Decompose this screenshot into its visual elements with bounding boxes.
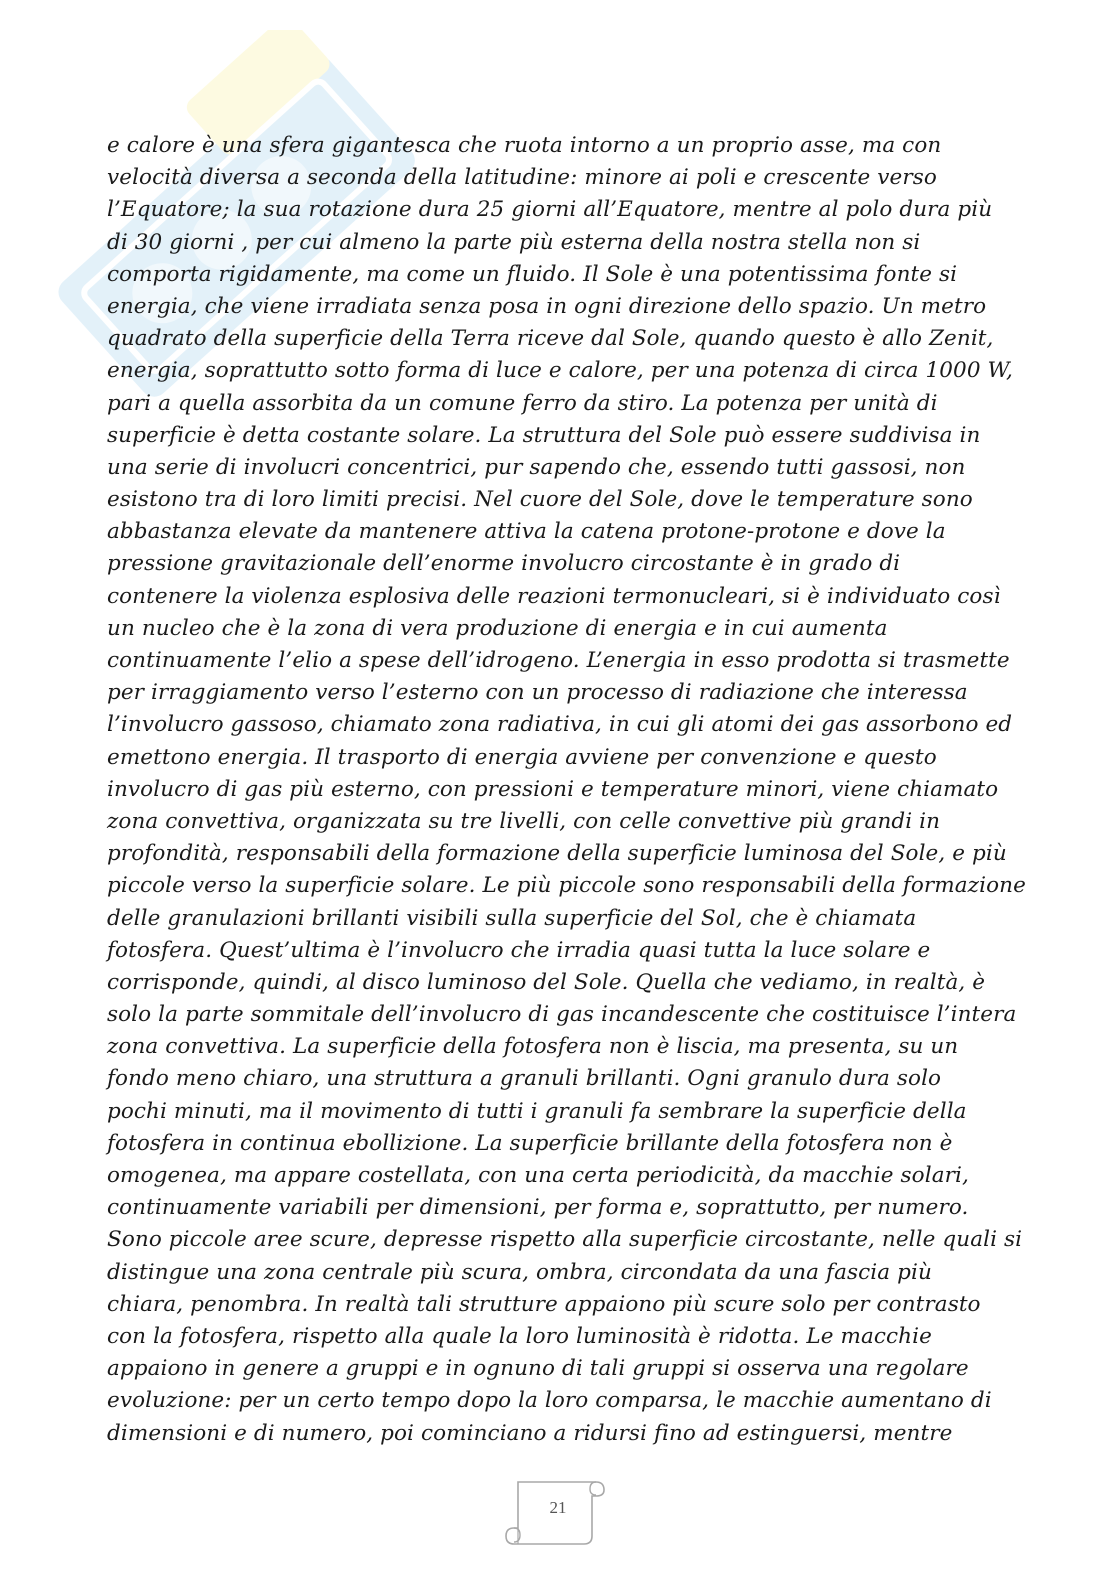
text-line: continuamente variabili per dimensioni, per forma e, soprattutto, per numero.	[107, 1195, 969, 1221]
text-line: corrisponde, quindi, al disco luminoso del Sole. Quella che vediamo, in realtà, è	[107, 969, 986, 995]
text-line: pari a quella assorbita da un comune ferro da stiro. La potenza per unità di	[107, 390, 938, 416]
text-line: zona convettiva. La superficie della fotosfera non è liscia, ma presenta, su un	[107, 1034, 959, 1060]
text-line: pressione gravitazionale dell’enorme involucro circostante è in grado di	[107, 551, 901, 577]
text-line: appaiono in genere a gruppi e in ognuno di tali gruppi si osserva una regolare	[107, 1356, 969, 1382]
text-line: fotosfera. Quest’ultima è l’involucro che irradia quasi tutta la luce solare e	[107, 937, 931, 963]
text-line: dimensioni e di numero, poi cominciano a ridursi fino ad estinguersi, mentre	[107, 1420, 953, 1446]
body-paragraph	[107, 130, 1026, 1450]
text-line: l’involucro gassoso, chiamato zona radiativa, in cui gli atomi dei gas assorbono ed	[107, 712, 1013, 738]
text-line: velocità diversa a seconda della latitudine: minore ai poli e crescente verso	[107, 165, 937, 191]
text-line: e calore è una sfera gigantesca che ruota intorno a un proprio asse, ma con	[107, 133, 942, 158]
text-line: chiara, penombra. In realtà tali strutture appaiono più scure solo per contrasto	[107, 1291, 981, 1317]
text-line: solo la parte sommitale dell’involucro di gas incandescente che costituisce l’intera	[107, 1002, 1017, 1028]
text-line: distingue una zona centrale più scura, ombra, circondata da una fascia più	[107, 1259, 932, 1285]
text-line: profondità, responsabili della formazione della superficie luminosa del Sole, e più	[107, 841, 1007, 867]
text-line: per irraggiamento verso l’esterno con un processo di radiazione che interessa	[107, 680, 968, 706]
text-line: un nucleo che è la zona di vera produzione di energia e in cui aumenta	[107, 615, 888, 641]
text-line: omogenea, ma appare costellata, con una certa periodicità, da macchie solari,	[107, 1163, 969, 1188]
text-line: zona convettiva, organizzata su tre livelli, con celle convettive più grandi in	[107, 808, 941, 834]
text-line: piccole verso la superficie solare. Le più piccole sono responsabili della formazione	[107, 873, 1026, 899]
text-line: energia, soprattutto sotto forma di luce e calore, per una potenza di circa 1000 W,	[107, 358, 1013, 384]
text-line: pochi minuti, ma il movimento di tutti i granuli fa sembrare la superficie della	[107, 1098, 967, 1124]
text-line: quadrato della superficie della Terra riceve dal Sole, quando questo è allo Zenit,	[107, 326, 994, 352]
text-line: energia, che viene irradiata senza posa in ogni direzione dello spazio. Un metro	[107, 293, 987, 319]
page-number-scroll	[500, 1470, 608, 1550]
text-line: evoluzione: per un certo tempo dopo la loro comparsa, le macchie aumentano di	[107, 1388, 992, 1414]
text-line: con la fotosfera, rispetto alla quale la loro luminosità è ridotta. Le macchie	[107, 1323, 932, 1349]
text-line: superficie è detta costante solare. La struttura del Sole può essere suddivisa in	[107, 422, 981, 448]
text-line: continuamente l’elio a spese dell’idrogeno. L’energia in esso prodotta si trasmette	[107, 648, 1010, 673]
text-line: fotosfera in continua ebollizione. La superficie brillante della fotosfera non è	[107, 1130, 953, 1156]
text-line: involucro di gas più esterno, con pressioni e temperature minori, viene chiamato	[107, 776, 999, 802]
text-line: abbastanza elevate da mantenere attiva la catena protone-protone e dove la	[107, 519, 946, 545]
text-line: fondo meno chiaro, una struttura a granuli brillanti. Ogni granulo dura solo	[107, 1066, 942, 1092]
text-line: delle granulazioni brillanti visibili sulla superficie del Sol, che è chiamata	[107, 905, 917, 931]
text-line: l’Equatore; la sua rotazione dura 25 giorni all’Equatore, mentre al polo dura più	[107, 197, 993, 223]
text-line: comporta rigidamente, ma come un fluido. Il Sole è una potentissima fonte si	[107, 261, 958, 287]
text-line: di 30 giorni , per cui almeno la parte più esterna della nostra stella non si	[107, 229, 921, 255]
text-line: emettono energia. Il trasporto di energia avviene per convenzione e questo	[107, 744, 937, 770]
page-number: 21	[549, 1498, 567, 1517]
text-line: esistono tra di loro limiti precisi. Nel cuore del Sole, dove le temperature sono	[107, 487, 973, 513]
text-line: una serie di involucri concentrici, pur sapendo che, essendo tutti gassosi, non	[107, 454, 966, 480]
text-line: Sono piccole aree scure, depresse rispetto alla superficie circostante, nelle quali si	[107, 1227, 1023, 1253]
text-line: contenere la violenza esplosiva delle reazioni termonucleari, si è individuato così	[107, 583, 1001, 609]
